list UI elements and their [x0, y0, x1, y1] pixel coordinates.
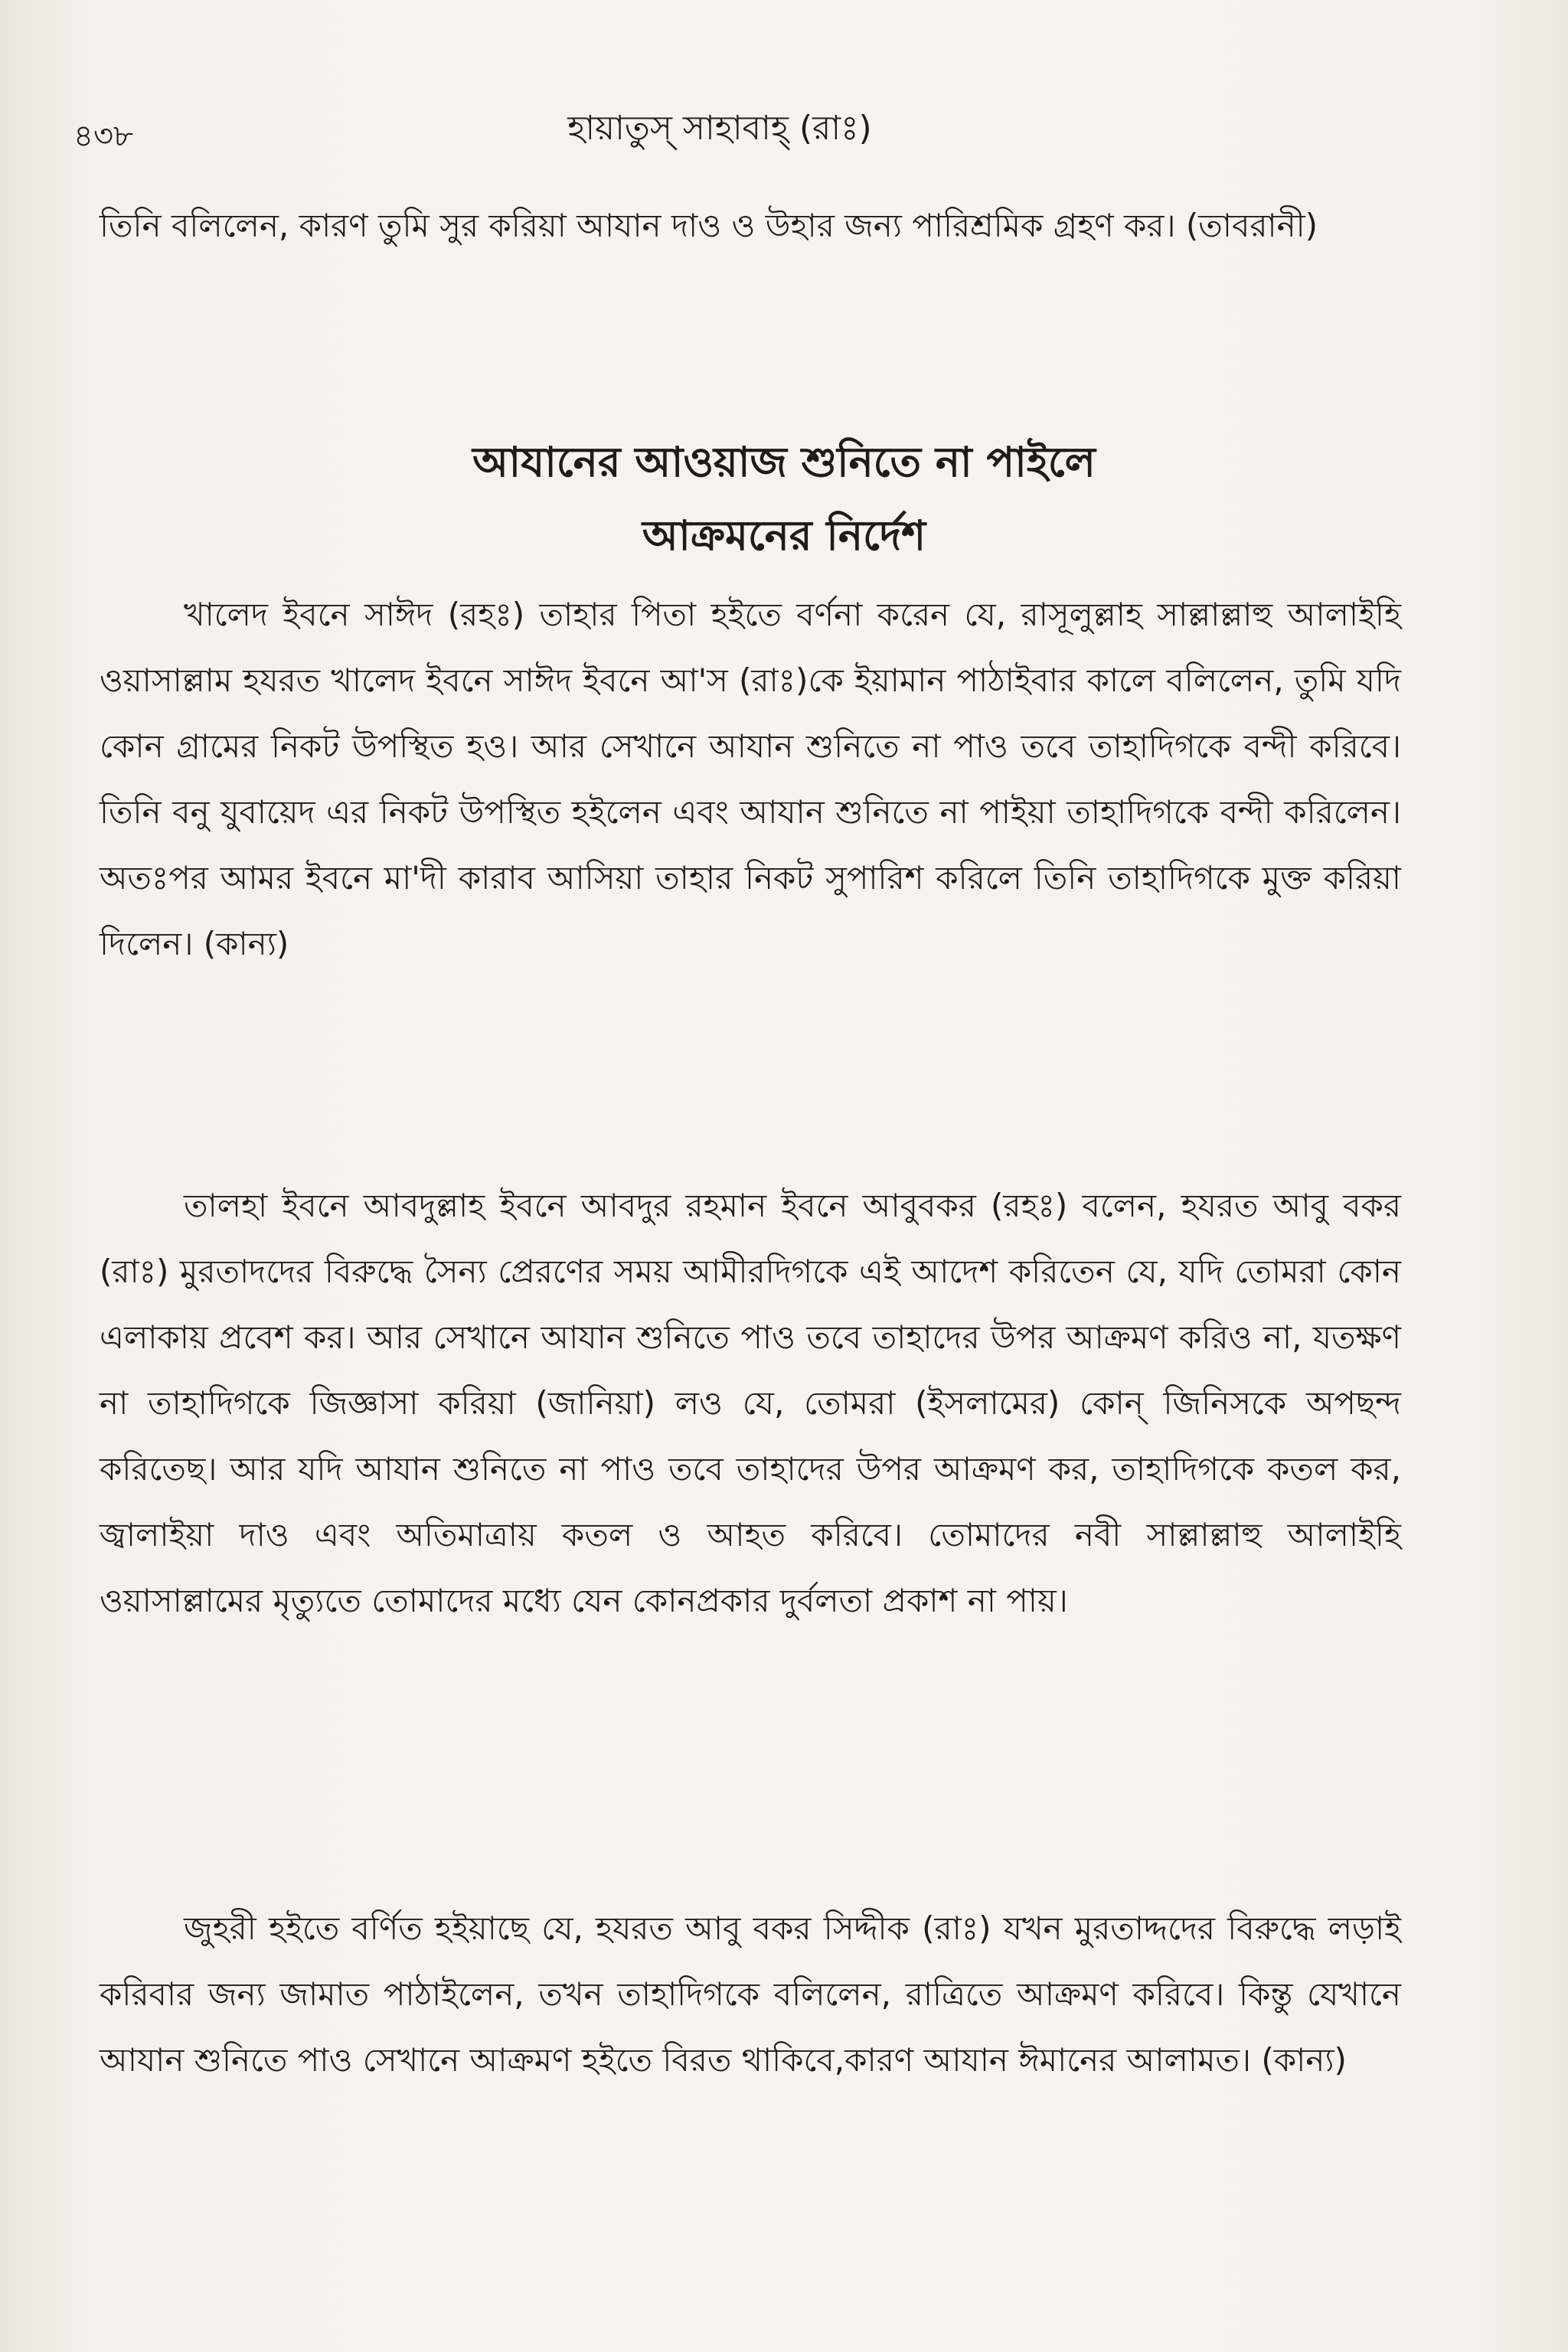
paragraph-talha: তালহা ইবনে আবদুল্লাহ ইবনে আবদুর রহমান ইবনে আবুবকর (রহঃ) বলেন, হযরত আবু বকর (রাঃ) মুরতাদদের বিরুদ্ধে সৈন্য প্রেরণের সময় আমীরদিগকে এই আদেশ করিতেন যে, যদি তোমরা কোন এলাকায় প্রবেশ কর। আর সেখানে আযান শুনিতে পাও তবে তাহাদের উপর আক্রমণ করিও না, যতক্ষণ না তাহাদিগকে জিজ্ঞাসা করিয়া (জানিয়া) লও যে, তোমরা (ইসলামের) কোন্ জিনিসকে অপছন্দ করিতেছ। আর যদি আযান শুনিতে না পাও তবে তাহাদের উপর আক্রমণ কর, তাহাদিগকে কতল কর, জ্বালাইয়া দাও এবং অতিমাত্রায় কতল ও আহত করিবে। তোমাদের নবী সাল্লাল্লাহু আলাইহি ওয়াসাল্লামের মৃত্যুতে তোমাদের মধ্যে যেন কোনপ্রকার দুর্বলতা প্রকাশ না পায়।: [100, 1187, 1401, 1619]
section-heading-line-1: আযানের আওয়াজ শুনিতে না পাইলে: [472, 438, 1096, 486]
running-head: [0, 98, 1568, 159]
section-heading-line-2: আক্রমনের নির্দেশ: [642, 511, 926, 560]
book-title: হায়াতুস্ সাহাবাহ্ (রাঃ): [567, 109, 872, 148]
paragraph-zuhri: জুহরী হইতে বর্ণিত হইয়াছে যে, হযরত আবু বকর সিদ্দীক (রাঃ) যখন মুরতাদ্দদের বিরুদ্ধে লড়াই করিবার জন্য জামাত পাঠাইলেন, তখন তাহাদিগকে বলিলেন, রাত্রিতে আক্রমণ করিবে। কিন্তু যেখানে আযান শুনিতে পাও সেখানে আক্রমণ হইতে বিরত থাকিবে,কারণ আযান ঈমানের আলামত। (কান্য): [100, 1909, 1401, 2079]
intro-paragraph: তিনি বলিলেন, কারণ তুমি সুর করিয়া আযান দাও ও উহার জন্য পারিশ্রমিক গ্রহণ কর। (তাবরানী): [100, 207, 1318, 244]
page-number: ৪৩৮: [74, 119, 133, 154]
paragraph-khaled: খালেদ ইবনে সাঈদ (রহঃ) তাহার পিতা হইতে বর্ণনা করেন যে, রাসূলুল্লাহ সাল্লাল্লাহু আলাইহি ওয়াসাল্লাম হযরত খালেদ ইবনে সাঈদ ইবনে আ'স (রাঃ)কে ইয়ামান পাঠাইবার কালে বলিলেন, তুমি যদি কোন গ্রামের নিকট উপস্থিত হও। আর সেখানে আযান শুনিতে না পাও তবে তাহাদিগকে বন্দী করিবে। তিনি বনু যুবায়েদ এর নিকট উপস্থিত হইলেন এবং আযান শুনিতে না পাইয়া তাহাদিগকে বন্দী করিলেন। অতঃপর আমর ইবনে মা'দী কারাব আসিয়া তাহার নিকট সুপারিশ করিলে তিনি তাহাদিগকে মুক্ত করিয়া দিলেন। (কান্য): [100, 596, 1401, 962]
